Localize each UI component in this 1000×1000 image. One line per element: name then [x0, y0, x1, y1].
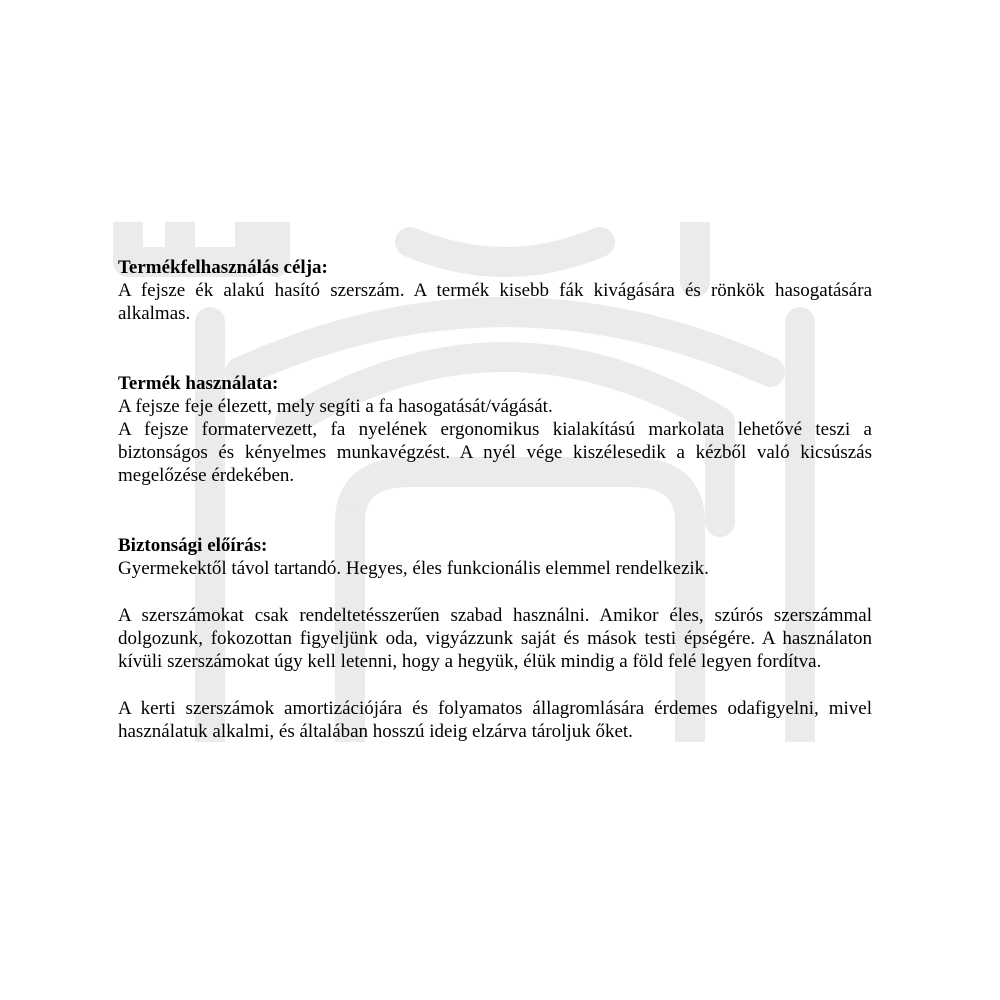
document-body — [118, 256, 872, 743]
paragraph: A kerti szerszámok amortizációjára és folyamatos állagromlására érdemes odafigyelni, mivel használatuk alkalmi, és általában hosszú ideig elzárva tároljuk őket. — [118, 698, 872, 742]
paragraph: A fejsze ék alakú hasító szerszám. A termék kisebb fák kivágására és rönkök hasogatására alkalmas. — [118, 280, 872, 324]
section-purpose — [118, 256, 872, 325]
paragraph: A fejsze formatervezett, fa nyelének ergonomikus kialakítású markolata lehetővé teszi a biztonságos és kényelmes munkavégzést. A nyél vége kiszélesedik a kézből való kicsúszás megelőzése érdekében. — [118, 419, 872, 486]
section-safety — [118, 534, 872, 743]
paragraph: A fejsze feje élezett, mely segíti a fa hasogatását/vágását. — [118, 396, 553, 417]
section-title: Biztonsági előírás: — [118, 535, 268, 556]
section-title: Termék használata: — [118, 373, 279, 394]
paragraph: A szerszámokat csak rendeltetésszerűen szabad használni. Amikor éles, szúrós szerszámmal dolgozunk, fokozottan figyeljünk oda, vigyázzunk saját és mások testi épségére. A használaton kívüli szerszámokat úgy kell letenni, hogy a hegyük, élük mindig a föld felé legyen fordítva. — [118, 605, 872, 672]
paragraph: Gyermekektől távol tartandó. Hegyes, éles funkcionális elemmel rendelkezik. — [118, 558, 709, 579]
section-usage — [118, 372, 872, 487]
section-title: Termékfelhasználás célja: — [118, 257, 328, 278]
